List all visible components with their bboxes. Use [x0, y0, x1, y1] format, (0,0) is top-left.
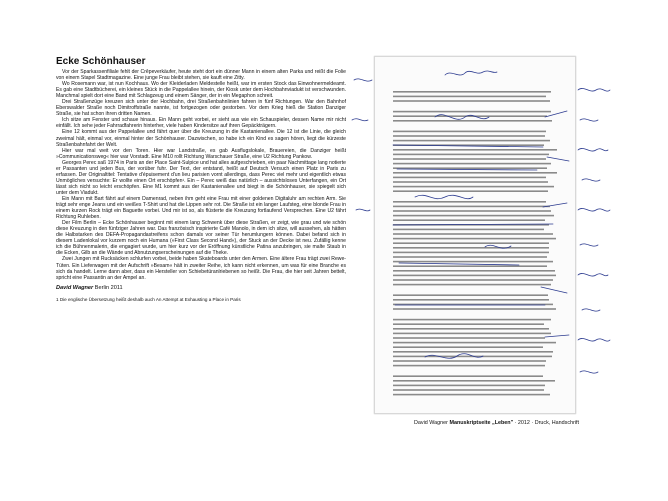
article-title: Ecke Schönhauser — [56, 56, 146, 67]
article-body — [56, 69, 346, 281]
paragraph: Wo Rosemann war, ist nun Kochhaus. Wo der Kleiderladen Meldestelle heißt, war im ersten Stock das Einwohnermeldeamt. Es gab eine Stadtbücherei, ein kleines Stück in die Pappelallee hinein, der Kiosk unter dem Hochbahnviadukt ist verschwunden. Manchmal spielt dort eine Band mit Schlagzeug und einem Sänger, der in ein Megaphon schreit. — [56, 81, 346, 100]
caption-title: Manuskriptseite „Leben" — [449, 420, 514, 426]
paragraph: Zwei Jungen mit Rucksäcken schlurfen vorbei, beide haben Skateboards unter den Armen. Eine ältere Frau trägt zwei Rewe-Tüten. Ein Lieferwagen mit der Aufschrift »Besam« hält in zweiter Reihe, ich kann nicht erkennen, um was für eine Branche es sich da handelt. Lerne dann aber, dass ein Hersteller von Schiebetüranlriebenen so heißt. Die Frau, die hier seit Jahren bettelt, spricht eine Passantin an der Ampel an. — [56, 256, 346, 281]
margin-notes — [348, 50, 616, 414]
article — [56, 56, 346, 302]
paragraph: Der Film Berlin – Ecke Schönhauser beginnt mit einem lang Schwenk über diese Straßen, er zeigt, wie grau und wie schön diese Kreuzung in den fünfziger Jahren war. Das französisch inspirierte Café Manolo, in dem ich sitze, will aussehen, als hätten die Halbstarken des DEFA-Propagandastreifens schon damals vor seiner Tür herumlungern können. Dabei befand sich in diesem Ladenlokal vor kurzem noch ein Humana (»First Class Second Hand«), der Stuck an der Decke ist neu. Zufällig kenne ich die Bühnenmalerin, die engagiert wurde, um hier kurz vor der Eröffnung künstliche Patina anzubringen, sie malte Staub in die Ecken, Gilb an die Wände und Abnutzungserscheinungen auf die Theke. — [56, 220, 346, 257]
paragraph: Drei Straßenzüge kreuzen sich unter der Hochbahn, drei Straßenbahnlinien fahren in fünf Richtungen. War den Bahnhof Eberswalder Straße noch Dimitroffstraße nannte, ist fortgezogen oder gestorben. Vor dem Krieg hieß die Station Danziger Straße, sie hat schon ihren dritten Namen. — [56, 99, 346, 118]
paragraph: Ich sitze am Fenster und schaue hinaus. Ein Mann geht vorbei, er sieht aus wie ein Schauspieler, dessen Name mir nicht einfällt. Ich sehe jeder Fahrradfahrerin hinterher, viele haben Kindersitze auf ihren Gepäckträgern. — [56, 117, 346, 130]
paragraph: Georges Perec saß 1974 in Paris an der Place Saint-Sulpice und hat alles aufgeschrieben, ein paar Nachmittage lang notierte er Passanten und jeden Bus, der vorüber fuhr. Der Text, der entstand, heißt auf Deutsch Versuch einen Platz in Paris zu erfassen. Der Originaltitel: Tentative d'épuisement d'un lieu parisien vornt allerdings, dass Perec viel mehr und eigentlich etwas Unmögliches versuchte: Er wollte einen Ort erschöpfen¹. Ein – Perec weiß das natürlich – aussichtsloses Unterfangen, ein Ort lässt sich nicht so leicht erschöpfen. Eine M1 kommt aus der Kastanienallee und biegt in die Schönhauser, sie spiegelt sich unter dem Viadukt. — [56, 159, 347, 196]
signature-line — [56, 285, 346, 291]
caption-details: · 2012 · Druck, Handschrift — [514, 420, 580, 426]
footnote: 1 Die englische Übersetzung heißt deshalb auch An Attempt at Exhausting a Place in Paris — [56, 296, 241, 302]
author-name: David Wagner — [56, 284, 94, 291]
manuscript-caption — [414, 420, 579, 426]
paragraph: Hier war mal weit vor den Toren. Hier war Landstraße, es gab Ausflugslokale, Brauereien, die Danziger heißt »Communicationsweg« hier war Vorstadt. Eine M10 rollt Richtung Warschauer Straße, eine U2 Richtung Pankow. — [56, 147, 346, 160]
manuscript-image — [348, 50, 616, 414]
paragraph: Vor der Sparkassenfiliale fehlt der Crêpeverkäufer, heute steht dort ein dünner Mann in einem alten Parka und reißt die Folie von einem Stapel Stadtmagazine. Eine junge Frau bleibt stehen, sie kauft eine Zitty. — [56, 69, 346, 82]
paragraph: Eine 12 kommt aus der Pappelallee und fährt quer über die Kreuzung in die Kastanienallee. Die 12 ist die Linie, die gleich zweimal hält, einmal vor, einmal hinter der Schönhauser. Dazwischen, so habe ich ein Kind es sagen hören, liegt die kürzeste Straßenbahnfahrt der Welt. — [56, 129, 346, 148]
paragraph: Ein Mann mit Bart fährt auf einem Damenrad, neben ihm geht eine Frau mit einer goldenen Digitaluhr am rechten Arm. Sie trägt sehr enge Jeans und ein weißes T-Shirt und hat die Lippen sehr rot. Die Straße ist ein langer Laufsteg, eine blonde Frau in einem kurzen Rock trägt ein Baguette vorbei. Und mir ist so, als flüsterte die Kreuzung fortlaufend Versprechen. Eine U2 fährt Richtung Ruhleben. — [56, 195, 346, 221]
place-year: Berlin 2011 — [94, 284, 123, 291]
caption-author: David Wagner — [414, 420, 448, 426]
